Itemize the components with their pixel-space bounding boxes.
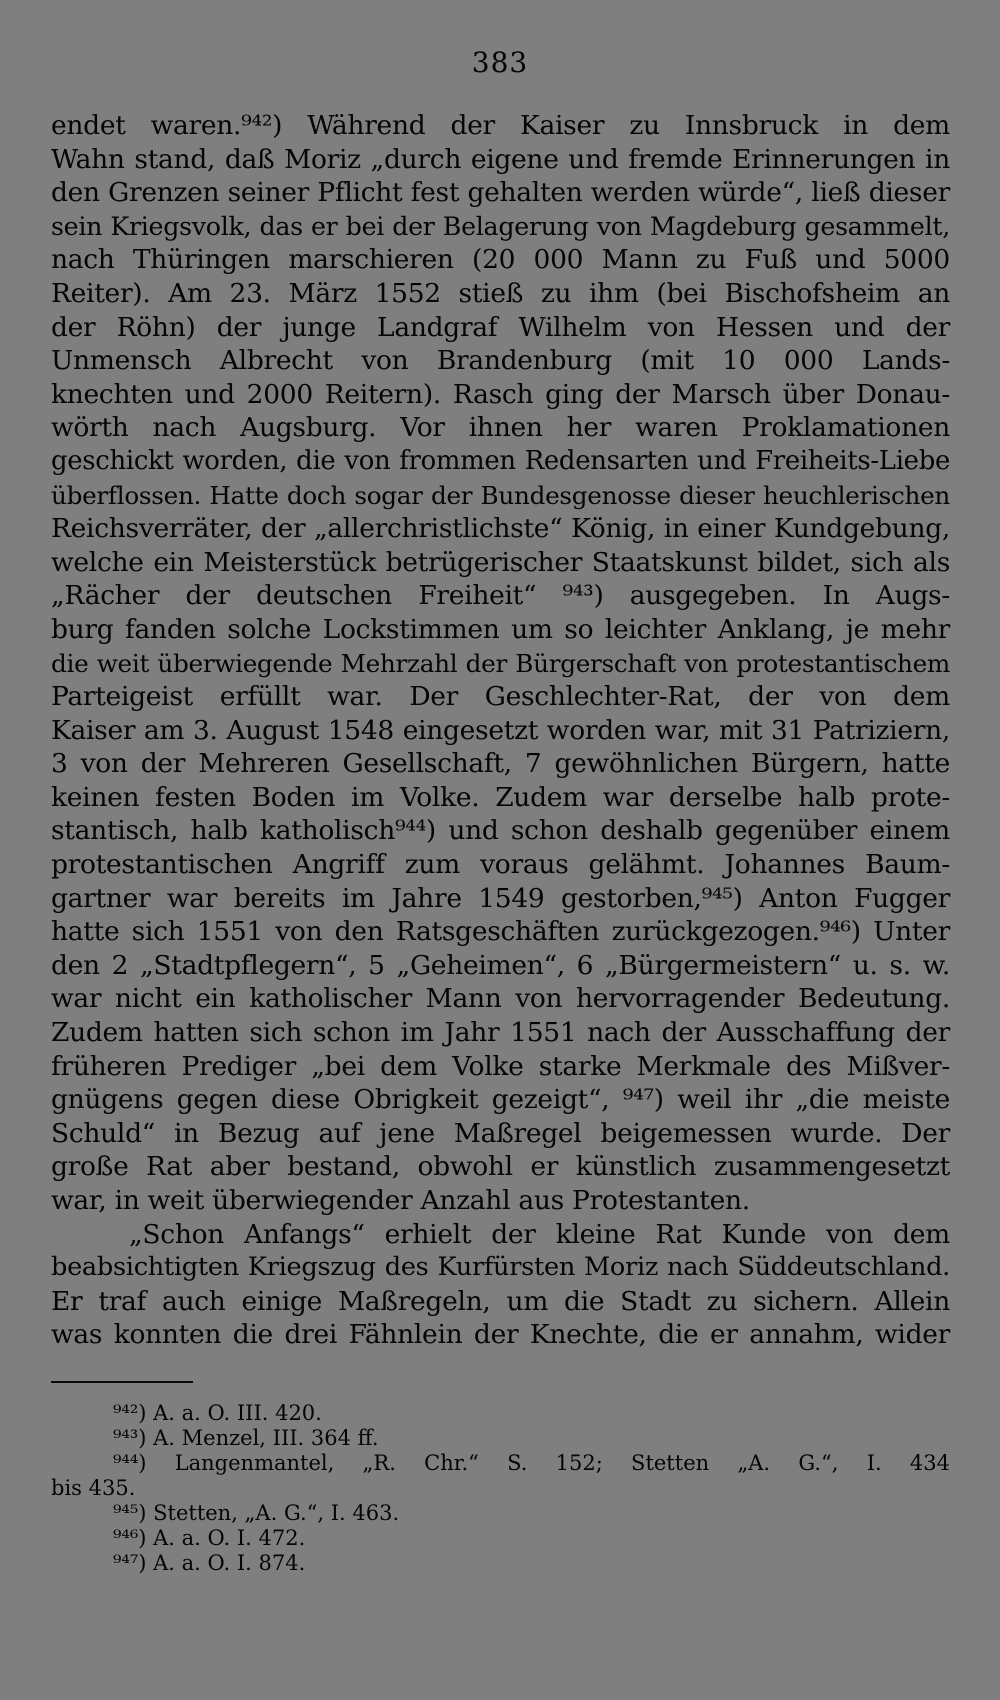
footnote-divider: [51, 1381, 193, 1383]
text-line: welche ein Meisterstück betrügerischer Staatskunst bildet, sich als: [51, 546, 950, 578]
text-line: Wahn stand, daß Moriz „durch eigene und fremde Erinnerungen in: [51, 143, 950, 175]
text-line: hatte sich 1551 von den Ratsgeschäften zurückgezogen.⁹⁴⁶) Unter: [51, 916, 950, 948]
text-line: war nicht ein katholischer Mann von hervorragender Bedeutung.: [51, 983, 950, 1015]
text-line: endet waren.⁹⁴²) Während der Kaiser zu Innsbruck in dem: [51, 110, 950, 141]
text-line: Reichsverräter, der „allerchristlichste“ König, in einer Kundgebung,: [51, 513, 950, 545]
text-line: knechten und 2000 Reitern). Rasch ging der Marsch über Donau-: [51, 378, 950, 410]
text-line: früheren Prediger „bei dem Volke starke Merkmale des Mißver-: [51, 1050, 950, 1082]
text-line: Schuld“ in Bezug auf jene Maßregel beigemessen wurde. Der: [51, 1117, 950, 1149]
text-line: Parteigeist erfüllt war. Der Geschlechter-Rat, der von dem: [51, 681, 950, 713]
footnote: ⁹⁴⁶) A. a. O. I. 472.: [113, 1526, 306, 1550]
text-line: der Röhn) der junge Landgraf Wilhelm von Hessen und der: [51, 311, 950, 343]
footnote-continuation: bis 435.: [51, 1476, 136, 1500]
text-line: Zudem hatten sich schon im Jahr 1551 nach der Ausschaffung der: [51, 1017, 950, 1049]
text-line: gnügens gegen diese Obrigkeit gezeigt“, ⁹⁴⁷) weil ihr „die meiste: [51, 1084, 950, 1116]
text-line: protestantischen Angriff zum voraus gelähmt. Johannes Baum-: [51, 849, 950, 881]
text-line: überflossen. Hatte doch sogar der Bundesgenosse dieser heuchlerischen: [51, 480, 950, 510]
text-line: Er traf auch einige Maßregeln, um die Stadt zu sichern. Allein: [51, 1285, 950, 1317]
text-line: große Rat aber bestand, obwohl er künstlich zusammengesetzt: [51, 1151, 950, 1183]
paragraph-last-line: war, in weit überwiegender Anzahl aus Protestanten.: [51, 1185, 750, 1216]
footnote: ⁹⁴⁷) A. a. O. I. 874.: [113, 1551, 306, 1575]
paragraph-first-line: „Schon Anfangs“ erhielt der kleine Rat Kunde von dem: [129, 1218, 950, 1250]
text-line: nach Thüringen marschieren (20 000 Mann zu Fuß und 5000: [51, 244, 950, 276]
text-line: was konnten die drei Fähnlein der Knechte, die er annahm, wider: [51, 1319, 950, 1351]
text-line: geschickt worden, die von frommen Redensarten und Freiheits-Liebe: [51, 445, 950, 476]
text-line: 3 von der Mehreren Gesellschaft, 7 gewöhnlichen Bürgern, hatte: [51, 748, 950, 780]
text-line: den 2 „Stadtpflegern“, 5 „Geheimen“, 6 „Bürgermeistern“ u. s. w.: [51, 949, 950, 981]
text-line: wörth nach Augsburg. Vor ihnen her waren Proklamationen: [51, 412, 950, 444]
text-line: gartner war bereits im Jahre 1549 gestorben,⁹⁴⁵) Anton Fugger: [51, 882, 950, 914]
text-line: burg fanden solche Lockstimmen um so leichter Anklang, je mehr: [51, 613, 950, 645]
text-line: „Rächer der deutschen Freiheit“ ⁹⁴³) ausgegeben. In Augs-: [51, 580, 950, 612]
footnotes: [51, 1401, 950, 1576]
text-line: Kaiser am 3. August 1548 eingesetzt worden war, mit 31 Patriziern,: [51, 714, 950, 746]
page-number: 383: [471, 46, 529, 79]
text-line: keinen festen Boden im Volke. Zudem war derselbe halb prote-: [51, 781, 950, 813]
body-text: [51, 109, 950, 1352]
text-line: beabsichtigten Kriegszug des Kurfürsten Moriz nach Süddeutschland.: [51, 1252, 950, 1283]
text-line: sein Kriegsvolk, das er bei der Belagerung von Magdeburg gesammelt,: [51, 211, 950, 241]
text-line: Reiter). Am 23. März 1552 stieß zu ihm (bei Bischofsheim an: [51, 277, 950, 309]
footnote: ⁹⁴²) A. a. O. III. 420.: [113, 1401, 322, 1425]
text-line: Unmensch Albrecht von Brandenburg (mit 10 000 Lands-: [51, 345, 950, 377]
footnote: ⁹⁴³) A. Menzel, III. 364 ff.: [113, 1426, 379, 1450]
text-line: den Grenzen seiner Pflicht fest gehalten werden würde“, ließ dieser: [51, 177, 950, 209]
text-line: die weit überwiegende Mehrzahl der Bürgerschaft von protestantischem: [51, 648, 950, 678]
footnote: ⁹⁴⁵) Stetten, „A. G.“, I. 463.: [113, 1501, 400, 1525]
text-line: stantisch, halb katholisch⁹⁴⁴) und schon deshalb gegenüber einem: [51, 815, 950, 847]
footnote: ⁹⁴⁴) Langenmantel, „R. Chr.“ S. 152; Stetten „A. G.“, I. 434: [113, 1451, 950, 1475]
